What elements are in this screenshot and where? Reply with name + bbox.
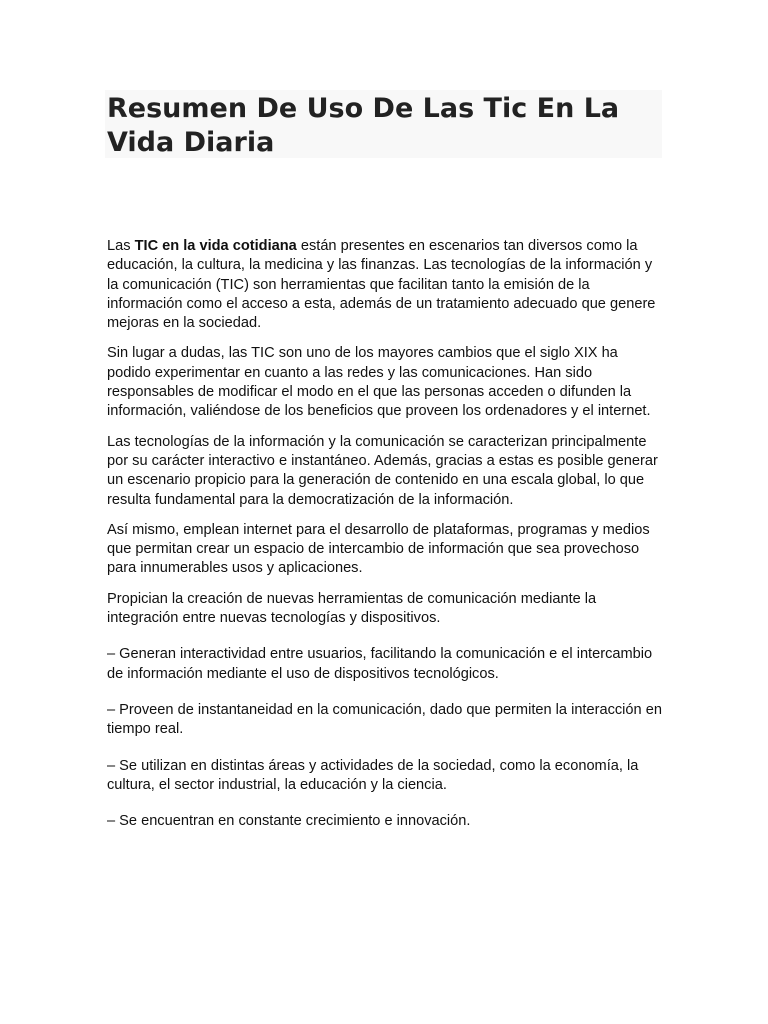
bullet-item: – Se encuentran en constante crecimiento e innovación. <box>107 813 471 830</box>
lead-paragraph: Propician la creación de nuevas herramientas de comunicación mediante la integración entre nuevas tecnologías y dispositivos. <box>107 590 597 627</box>
intro-before: Las <box>107 238 135 254</box>
title-block <box>105 90 662 158</box>
bullet-item: – Proveen de instantaneidad en la comunicación, dado que permiten la interacción en tiempo real. <box>107 701 662 738</box>
bullet-item: – Se utilizan en distintas áreas y actividades de la sociedad, como la economía, la cultura, el sector industrial, la educación y la ciencia. <box>107 757 639 793</box>
body-paragraph: Sin lugar a dudas, las TIC son uno de los mayores cambios que el siglo XIX ha podido experimentar en cuanto a las redes y las comunicaciones. Han sido responsables de modificar el modo en el que las personas acceden o difunden la información, valiéndose de los beneficios que proveen los ordenadores y el internet. <box>107 345 651 420</box>
document-title: Resumen De Uso De Las Tic En La Vida Diaria <box>107 93 620 158</box>
intro-paragraph <box>107 237 663 333</box>
document-body <box>107 237 663 848</box>
bullet-item: – Generan interactividad entre usuarios, facilitando la comunicación e el intercambio de información mediante el uso de dispositivos tecnológicos. <box>107 646 653 682</box>
intro-bold-phrase: TIC en la vida cotidiana <box>134 238 297 254</box>
body-paragraph: Las tecnologías de la información y la comunicación se caracterizan principalmente por su carácter interactivo e instantáneo. Además, gracias a estas es posible generar un escenario propicio para la generación de contenido en una escala global, lo que resulta fundamental para la democratización de la información. <box>107 433 658 508</box>
body-paragraph: Así mismo, emplean internet para el desarrollo de plataformas, programas y medios que permitan crear un espacio de intercambio de información que sea provechoso para innumerables usos y aplicaciones. <box>107 521 650 577</box>
intro-after: están presentes en escenarios tan diversos como la educación, la cultura, la medicina y las finanzas. Las tecnologías de la información y la comunicación (TIC) son herramientas que facilitan tanto la emisión de la información como el acceso a esta, además de un tratamiento adecuado que genere mejoras en la sociedad. <box>107 238 656 332</box>
